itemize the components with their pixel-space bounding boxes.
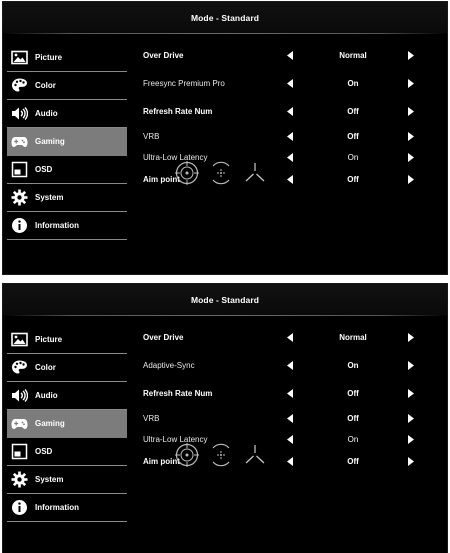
mode-title: Mode - Standard (190, 295, 260, 305)
osd-window-icon (11, 443, 28, 460)
setting-label: Refresh Rate Num (143, 107, 213, 116)
setting-value: Off (347, 132, 359, 141)
arrow-left-icon[interactable] (287, 361, 293, 370)
gamepad-icon (11, 415, 28, 432)
sidebar-item-label: System (35, 193, 64, 202)
sidebar-item-picture[interactable] (7, 326, 127, 354)
sidebar-item-label: Information (35, 221, 79, 230)
arrow-right-icon[interactable] (408, 79, 414, 88)
sidebar-item-system[interactable] (7, 184, 127, 212)
setting-value: Off (347, 414, 359, 423)
setting-label: Aim point (143, 457, 180, 466)
sidebar-item-system[interactable] (7, 466, 127, 494)
arrow-left-icon[interactable] (287, 153, 293, 162)
sidebar-item-gaming[interactable] (7, 410, 127, 438)
arrow-left-icon[interactable] (287, 435, 293, 444)
aim-point-circle-icon[interactable] (174, 442, 200, 468)
setting-value: On (347, 361, 359, 370)
gamepad-icon (11, 133, 28, 150)
setting-label: VRB (143, 132, 160, 141)
arrow-right-icon[interactable] (408, 389, 414, 398)
picture-icon (11, 49, 28, 66)
setting-value: Off (347, 457, 359, 466)
sidebar-item-information[interactable] (7, 494, 127, 522)
arrow-right-icon[interactable] (408, 457, 414, 466)
osd-menu-panel-1 (2, 1, 448, 275)
sidebar-item-picture[interactable] (7, 44, 127, 72)
setting-value: On (347, 153, 359, 162)
arrow-right-icon[interactable] (408, 333, 414, 342)
gear-icon (11, 189, 28, 206)
mode-title: Mode - Standard (190, 13, 260, 23)
osd-header (3, 284, 447, 316)
sidebar-item-label: System (35, 475, 64, 484)
setting-label: Ultra-Low Latency (143, 153, 208, 162)
osd-header (3, 2, 447, 34)
arrow-right-icon[interactable] (408, 107, 414, 116)
sidebar-item-label: Gaming (35, 137, 65, 146)
speaker-icon (11, 105, 28, 122)
setting-label: Ultra-Low Latency (143, 435, 208, 444)
setting-vrb[interactable] (143, 130, 423, 144)
arrow-left-icon[interactable] (287, 79, 293, 88)
arrow-right-icon[interactable] (408, 414, 414, 423)
sidebar-item-information[interactable] (7, 212, 127, 240)
picture-icon (11, 331, 28, 348)
setting-value: Off (347, 175, 359, 184)
arrow-right-icon[interactable] (408, 153, 414, 162)
arrow-left-icon[interactable] (287, 457, 293, 466)
arrow-left-icon[interactable] (287, 333, 293, 342)
aim-point-circle-icon[interactable] (174, 160, 200, 186)
sidebar-item-label: Audio (35, 391, 58, 400)
setting-over-drive[interactable] (143, 49, 423, 63)
sidebar-item-color[interactable] (7, 354, 127, 382)
sidebar-item-color[interactable] (7, 72, 127, 100)
setting-label: Over Drive (143, 51, 184, 60)
osd-window-icon (11, 161, 28, 178)
sidebar-item-label: OSD (35, 165, 53, 174)
arrow-right-icon[interactable] (408, 361, 414, 370)
palette-icon (11, 77, 28, 94)
osd-menu-panel-2 (2, 283, 448, 553)
setting-vrb[interactable] (143, 412, 423, 426)
setting-refresh-rate-num[interactable] (143, 105, 423, 119)
setting-label: Adaptive-Sync (143, 361, 195, 370)
setting-value: On (347, 79, 359, 88)
sidebar-item-audio[interactable] (7, 382, 127, 410)
gear-icon (11, 471, 28, 488)
setting-label: Aim point (143, 175, 180, 184)
setting-label: Refresh Rate Num (143, 389, 213, 398)
sidebar-item-label: Audio (35, 109, 58, 118)
sidebar-item-gaming[interactable] (7, 128, 127, 156)
sidebar-item-label: Information (35, 503, 79, 512)
aim-point-dashed-circle-icon[interactable] (208, 442, 234, 468)
sidebar-item-label: Picture (35, 53, 63, 62)
arrow-right-icon[interactable] (408, 435, 414, 444)
setting-label: VRB (143, 414, 160, 423)
aim-point-dashed-circle-icon[interactable] (208, 160, 234, 186)
arrow-left-icon[interactable] (287, 389, 293, 398)
setting-adaptive-sync[interactable] (143, 359, 423, 373)
sidebar-item-label: Gaming (35, 419, 65, 428)
sidebar-item-label: Picture (35, 335, 63, 344)
arrow-left-icon[interactable] (287, 132, 293, 141)
aim-point-tri-line-icon[interactable] (242, 160, 268, 186)
aim-point-options (174, 442, 274, 468)
setting-value: Normal (339, 333, 367, 342)
sidebar-item-label: Color (35, 363, 56, 372)
arrow-left-icon[interactable] (287, 107, 293, 116)
sidebar-item-audio[interactable] (7, 100, 127, 128)
arrow-left-icon[interactable] (287, 414, 293, 423)
setting-value: Normal (339, 51, 367, 60)
setting-label: Freesync Premium Pro (143, 79, 225, 88)
setting-refresh-rate-num[interactable] (143, 387, 423, 401)
palette-icon (11, 359, 28, 376)
sidebar-item-label: Color (35, 81, 56, 90)
setting-over-drive[interactable] (143, 331, 423, 345)
arrow-left-icon[interactable] (287, 175, 293, 184)
setting-value: On (347, 435, 359, 444)
aim-point-tri-line-icon[interactable] (242, 442, 268, 468)
arrow-right-icon[interactable] (408, 175, 414, 184)
arrow-right-icon[interactable] (408, 132, 414, 141)
arrow-right-icon[interactable] (408, 51, 414, 60)
sidebar-item-label: OSD (35, 447, 53, 456)
info-icon (11, 499, 28, 516)
arrow-left-icon[interactable] (287, 51, 293, 60)
sidebar (7, 326, 127, 522)
setting-label: Over Drive (143, 333, 184, 342)
setting-freesync[interactable] (143, 77, 423, 91)
info-icon (11, 217, 28, 234)
setting-value: Off (347, 389, 359, 398)
setting-value: Off (347, 107, 359, 116)
aim-point-options (174, 160, 274, 186)
speaker-icon (11, 387, 28, 404)
sidebar-item-osd[interactable] (7, 156, 127, 184)
sidebar (7, 44, 127, 240)
sidebar-item-osd[interactable] (7, 438, 127, 466)
